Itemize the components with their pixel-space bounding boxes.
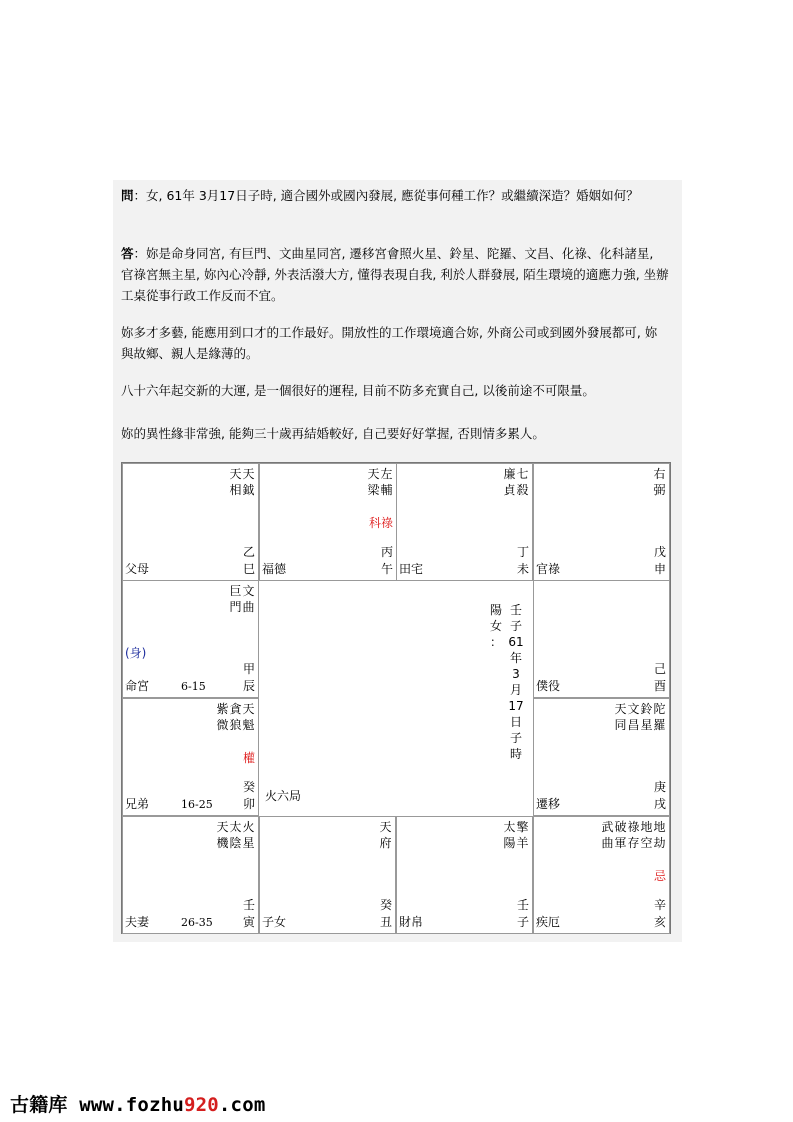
question-paragraph xyxy=(121,185,669,206)
palace-mao xyxy=(122,698,259,816)
earthly-branch: 卯 xyxy=(242,797,255,811)
palace-stars xyxy=(614,701,666,733)
palace-si xyxy=(122,463,259,581)
palace-name: 遷移 xyxy=(536,797,561,811)
palace-name: 夫妻 xyxy=(125,915,150,929)
earthly-branch: 寅 xyxy=(242,915,255,929)
heavenly-stem: 甲 xyxy=(242,662,255,676)
earthly-branch: 亥 xyxy=(653,915,666,929)
transform-marker: 科祿 xyxy=(368,516,393,530)
star-name: 地 劫 xyxy=(653,820,666,850)
palace-hai xyxy=(533,816,670,934)
star-name: 天 機 xyxy=(216,820,229,850)
palace-stars xyxy=(379,819,392,851)
palace-chen xyxy=(122,580,259,698)
palace-name: 疾厄 xyxy=(536,915,561,929)
stem-branch xyxy=(243,779,255,813)
earthly-branch: 午 xyxy=(380,562,393,576)
heavenly-stem: 壬 xyxy=(242,898,255,912)
stem-branch xyxy=(517,544,529,578)
age-range: 26-35 xyxy=(181,916,213,929)
earthly-branch: 酉 xyxy=(653,679,666,693)
palace-stars xyxy=(503,819,529,851)
palace-stars xyxy=(229,466,255,498)
palace-stars xyxy=(367,466,393,514)
age-range: 6-15 xyxy=(181,680,206,693)
palace-name: 福德 xyxy=(262,562,287,576)
palace-name: 父母 xyxy=(125,562,150,576)
star-name: 擎 羊 xyxy=(516,820,529,850)
heavenly-stem: 丙 xyxy=(380,545,393,559)
question-label: 問 xyxy=(121,188,134,203)
palace-stars xyxy=(601,819,666,867)
earthly-branch: 申 xyxy=(653,562,666,576)
earthly-branch: 辰 xyxy=(242,679,255,693)
palace-stars xyxy=(503,466,529,498)
heavenly-stem: 乙 xyxy=(242,545,255,559)
heavenly-stem: 丁 xyxy=(516,545,529,559)
palace-name: 兄弟 xyxy=(125,797,150,811)
heavenly-stem: 己 xyxy=(653,662,666,676)
heavenly-stem: 庚 xyxy=(653,780,666,794)
ziwei-chart xyxy=(121,462,671,934)
palace-name: 僕役 xyxy=(536,679,561,693)
palace-name: 官祿 xyxy=(536,562,561,576)
star-name: 鈴 星 xyxy=(640,702,653,732)
paragraph-fortune: 八十六年起交新的大運, 是一個很好的運程, 目前不防多充實自己, 以後前途不可限量。 xyxy=(121,383,595,398)
palace-name: 財帛 xyxy=(399,915,424,929)
transform-marker: 忌 xyxy=(653,869,666,883)
star-name: 天 同 xyxy=(614,702,627,732)
palace-stars xyxy=(653,466,666,498)
earthly-branch: 戌 xyxy=(653,797,666,811)
stem-branch xyxy=(517,897,529,931)
paragraph-marriage: 妳的異性緣非常強, 能夠三十歲再結婚較好, 自己要好好掌握, 否則情多累人。 xyxy=(121,426,545,441)
question-text: ：女, 61年 3月17日子時, 適合國外或國內發展, 應從事何種工作？或繼續深造？婚姻如何？ xyxy=(133,188,639,203)
palace-name: 子女 xyxy=(262,915,287,929)
stem-branch xyxy=(654,544,666,578)
star-name: 貪 狼 xyxy=(229,702,242,732)
heavenly-stem: 戊 xyxy=(653,545,666,559)
stem-branch xyxy=(243,661,255,695)
star-name: 太 陽 xyxy=(503,820,516,850)
answer-label: 答 xyxy=(121,246,134,261)
palace-stars xyxy=(229,583,255,615)
heavenly-stem: 癸 xyxy=(379,898,392,912)
stem-branch xyxy=(654,897,666,931)
earthly-branch: 巳 xyxy=(242,562,255,576)
palace-zi xyxy=(396,816,533,934)
palace-shen xyxy=(533,463,670,581)
chart-center xyxy=(259,580,532,816)
stem-branch xyxy=(381,544,393,578)
palace-chou xyxy=(259,816,396,934)
star-name: 右 弼 xyxy=(653,467,666,497)
palace-stars xyxy=(216,701,255,749)
star-name: 天 梁 xyxy=(367,467,380,497)
heavenly-stem: 癸 xyxy=(242,780,255,794)
star-name: 文 曲 xyxy=(242,584,255,614)
earthly-branch: 丑 xyxy=(379,915,392,929)
palace-xu xyxy=(533,698,670,816)
palace-yin xyxy=(122,816,259,934)
star-name: 廉 貞 xyxy=(503,467,516,497)
star-name: 天 相 xyxy=(229,467,242,497)
site-watermark xyxy=(10,1090,265,1117)
star-name: 天 鉞 xyxy=(242,467,255,497)
body-palace-marker: (身) xyxy=(125,646,147,660)
age-range: 16-25 xyxy=(181,798,213,811)
star-name: 地 空 xyxy=(640,820,653,850)
star-name: 武 曲 xyxy=(601,820,614,850)
star-name: 太 陰 xyxy=(229,820,242,850)
palace-name: 田宅 xyxy=(399,562,424,576)
star-name: 巨 門 xyxy=(229,584,242,614)
heavenly-stem: 壬 xyxy=(516,898,529,912)
answer-paragraph xyxy=(121,243,669,306)
paragraph-talent: 妳多才多藝, 能應用到口才的工作最好。開放性的工作環境適合妳, 外商公司或到國外發展都可, 妳與故鄉、親人是緣薄的。 xyxy=(121,325,658,361)
birth-info: 壬 子 61 年 3 月 17 日 子 時 xyxy=(508,603,524,761)
earthly-branch: 未 xyxy=(516,562,529,576)
earthly-branch: 子 xyxy=(516,915,529,929)
star-name: 陀 羅 xyxy=(653,702,666,732)
star-name: 紫 微 xyxy=(216,702,229,732)
palace-stars xyxy=(216,819,255,851)
stem-branch xyxy=(654,779,666,813)
gender-label: 陽 女 ： xyxy=(489,603,502,649)
palace-name: 命宮 xyxy=(125,679,150,693)
star-name: 破 軍 xyxy=(614,820,627,850)
answer-text: ：妳是命身同宮, 有巨門、文曲星同宮, 遷移宮會照火星、鈴星、陀羅、文昌、化祿、化科諸星, 官祿宮無主星, 妳內心冷靜, 外表活潑大方, 懂得表現自我, 利於人群發展, 陌生環境的適應力強, 坐辦工桌從事行政工作反而不宜。 xyxy=(121,246,669,303)
watermark-tail: .com xyxy=(218,1094,266,1116)
stem-branch xyxy=(380,897,392,931)
star-name: 天 府 xyxy=(379,820,392,850)
stem-branch xyxy=(243,544,255,578)
palace-you xyxy=(533,580,670,698)
stem-branch xyxy=(654,661,666,695)
palace-wu xyxy=(259,463,397,581)
star-name: 左 輔 xyxy=(380,467,393,497)
star-name: 天 魁 xyxy=(242,702,255,732)
element-bureau: 火六局 xyxy=(265,789,302,803)
star-name: 祿 存 xyxy=(627,820,640,850)
watermark-number: 920 xyxy=(184,1094,219,1116)
star-name: 七 殺 xyxy=(516,467,529,497)
heavenly-stem: 辛 xyxy=(653,898,666,912)
transform-marker: 權 xyxy=(242,751,255,765)
star-name: 文 昌 xyxy=(627,702,640,732)
stem-branch xyxy=(243,897,255,931)
palace-wei xyxy=(396,463,533,581)
watermark-brand: 古籍库 www.fozhu xyxy=(10,1094,184,1116)
star-name: 火 星 xyxy=(242,820,255,850)
